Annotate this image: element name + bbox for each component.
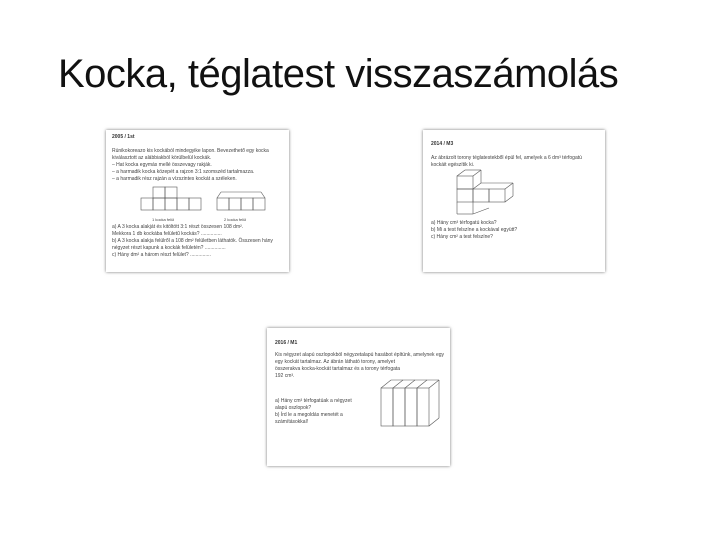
- thumbnail-header: 2014 / M3: [431, 141, 454, 147]
- question-line: négyzet részt kapunk a kockák felületén? ...............: [112, 245, 226, 251]
- thumbnail-text-line: egy kockát tartalmaz. Az ábrán látható torony, amelyet: [275, 359, 395, 365]
- thumbnail-text-line: – a harmadik rész rajzán a vízszintes kockát a széleken.: [112, 176, 237, 182]
- thumbnail-text-line: összerakva kocka-kockát tartalmaz és a torony térfogata: [275, 366, 401, 372]
- thumbnail-text-line: kockáit egészítik ki.: [431, 162, 475, 168]
- question-line: b) Mi a test felszíne a kockával együtt?: [431, 227, 518, 233]
- prism-columns-figure: [375, 378, 445, 428]
- cube-net-figure-left: [140, 186, 202, 218]
- figure-caption: 1 kocka felül: [152, 217, 175, 222]
- question-line: a) Hány cm³ térfogatúak a négyzet: [275, 398, 352, 404]
- thumbnail-text-line: – Hat kocka egymás mellé összevagy rakják.: [112, 162, 212, 168]
- question-line: c) Hány cm² a test felszíne?: [431, 234, 493, 240]
- question-line: alapú oszlopok?: [275, 405, 312, 411]
- exercise-thumbnail-1: [106, 130, 289, 272]
- figure-caption: 2 kocka felül: [224, 217, 247, 222]
- question-line: a) A 3 kocka alakját és kitöltött 3:1 részt összesen 108 dm².: [112, 224, 244, 230]
- exercise-thumbnail-2: [423, 130, 605, 272]
- question-line: a) Hány cm³ térfogatú kocka?: [431, 220, 497, 226]
- thumbnail-text-line: Rúnikokoreazo kis kockából mindegyike lapon. Bevezethető egy kocka: [112, 148, 269, 154]
- thumbnail-text-line: – a harmadik kocka közepét a rajzon 3:1 szomszéd tartalmazza.: [112, 169, 255, 175]
- question-line: számításokkal!: [275, 419, 309, 425]
- thumbnail-text-line: 192 cm³.: [275, 373, 295, 379]
- question-line: b) A 3 kocka alakja felülről a 108 dm² felületben láthatók. Összesen hány: [112, 238, 273, 244]
- exercise-thumbnail-3: [267, 328, 450, 466]
- thumbnail-text-line: Az ábrázolt torony téglatestekből épül fel, amelyek a 6 dm³ térfogatú: [431, 155, 582, 161]
- question-line: b) Írd le a megoldás menetét a: [275, 412, 343, 418]
- thumbnail-text-line: kiválasztott az alábbiakból körülbelül kockák.: [112, 155, 212, 161]
- question-line: Mekkora 1 db kockába felületű kockás? ...............: [112, 231, 222, 237]
- thumbnail-header: 2016 / M1: [275, 340, 298, 346]
- thumbnail-text-line: Kis négyzet alapú oszlopokból négyzetalapú hasábot építünk, amelynek egy: [275, 352, 445, 358]
- slide-title: Kocka, téglatest visszaszámolás: [58, 52, 619, 96]
- thumbnail-header: 2005 / 1st: [112, 134, 135, 140]
- cube-net-figure-right: [216, 190, 266, 216]
- question-line: c) Hány dm² a három részt felület? ...............: [112, 252, 211, 258]
- cube-tower-figure: [453, 168, 533, 218]
